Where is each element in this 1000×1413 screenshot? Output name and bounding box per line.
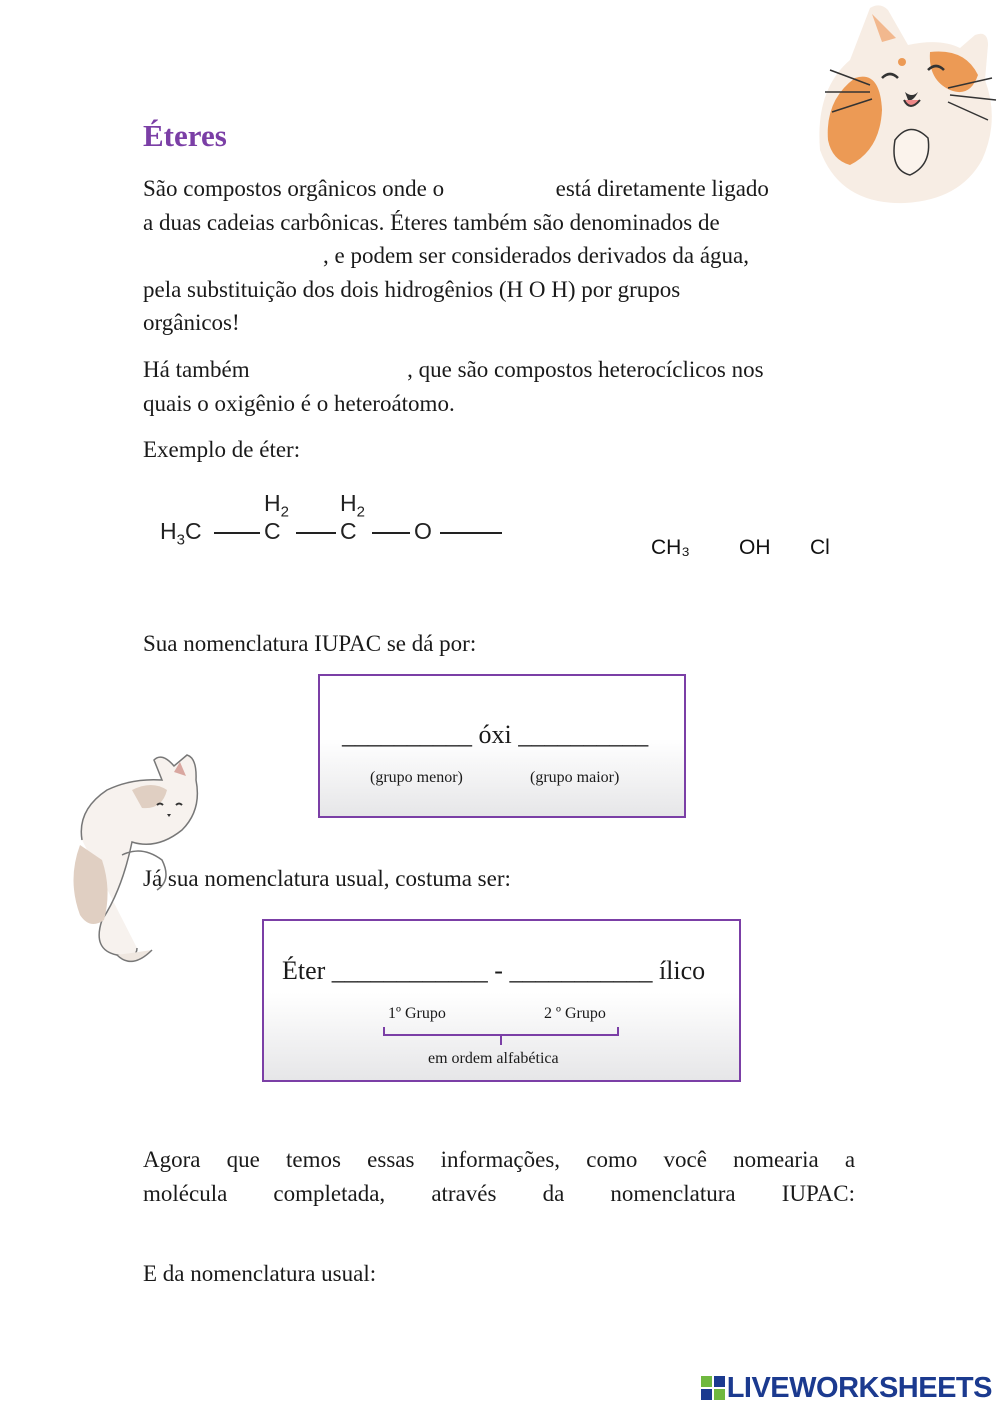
liveworksheets-logo: LIVEWORKSHEETS (701, 1372, 992, 1405)
example-label: Exemplo de éter: (143, 437, 301, 462)
group-1-label: 1º Grupo (388, 1005, 446, 1022)
iupac-label: Sua nomenclatura IUPAC se dá por: (143, 631, 477, 656)
cyclic-line-2: quais o oxigênio é o heteroátomo. (143, 390, 455, 416)
intro-line-2: a duas cadeias carbônicas. Éteres também são denominados de (143, 209, 720, 235)
atom-h3c: $H_3C$ (160, 518, 202, 549)
alphabetical-brace (382, 1025, 622, 1047)
logo-icon (701, 1375, 725, 1399)
iupac-hint-left: (grupo menor) (370, 769, 463, 786)
option-ch3[interactable]: CH₃ (651, 536, 690, 559)
question-paragraph (143, 1143, 855, 1210)
cyclic-line-1: Há também , que são compostos heterocíclicos nos (143, 357, 764, 382)
bond-1 (214, 532, 260, 534)
cat-illustration-left (62, 750, 212, 972)
atom-h2-1: $H_2$ (264, 490, 289, 521)
usual-question: E da nomenclatura usual: (143, 1261, 377, 1286)
molecule-structure (158, 490, 508, 550)
cyclic-paragraph (143, 353, 855, 420)
question-line-1: Agora que temos essas informações, como você nomearia a (143, 1147, 856, 1172)
iupac-hint-right: (grupo maior) (530, 769, 620, 786)
usual-formula: Éter ____________ - ___________ ílico (282, 956, 706, 985)
option-cl[interactable]: Cl (810, 536, 830, 559)
bond-2 (296, 532, 336, 534)
bond-3 (372, 532, 410, 534)
intro-line-5: orgânicos! (143, 310, 240, 335)
page-title: Éteres (143, 118, 227, 153)
atom-c-1: C (264, 518, 281, 544)
iupac-formula: __________ óxi __________ (342, 720, 649, 749)
intro-paragraph (143, 172, 855, 340)
intro-line-3: , e podem ser considerados derivados da água, (323, 243, 749, 268)
atom-h2-2: $H_2$ (340, 490, 365, 521)
group-2-label: 2 º Grupo (544, 1005, 606, 1022)
question-line-2: molécula completada, através da nomenclatura IUPAC: (143, 1180, 856, 1206)
bond-4 (440, 532, 502, 534)
option-oh[interactable]: OH (739, 536, 771, 559)
intro-line-1: São compostos orgânicos onde o está diretamente ligado (143, 176, 769, 201)
iupac-box (318, 674, 686, 818)
usual-label: Já sua nomenclatura usual, costuma ser: (143, 866, 511, 891)
atom-c-2: C (340, 518, 357, 544)
atom-o: O (414, 518, 432, 544)
usual-box (262, 919, 741, 1082)
alphabetical-order-label: em ordem alfabética (428, 1050, 559, 1067)
intro-line-4: pela substituição dos dois hidrogênios (H O H) por grupos (143, 276, 681, 302)
